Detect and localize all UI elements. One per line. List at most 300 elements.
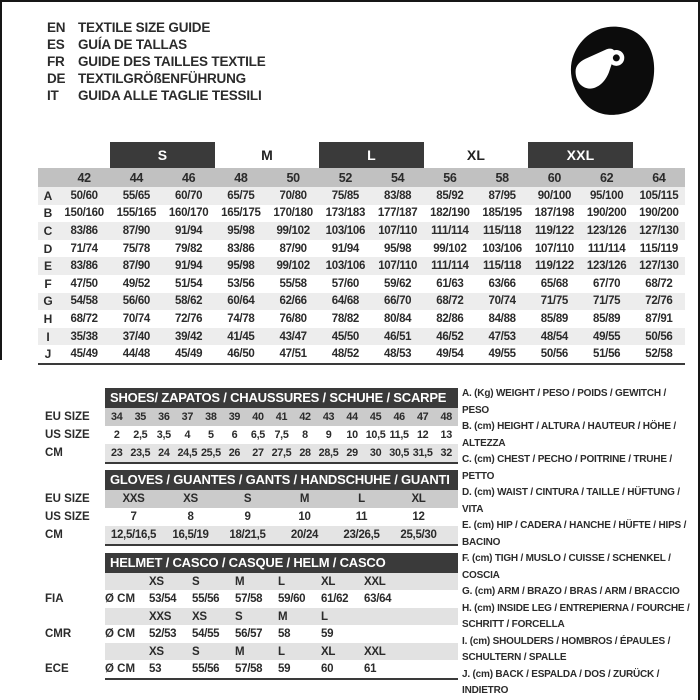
size-cell: 72/76 xyxy=(645,295,673,308)
helmet-size-cell: L xyxy=(278,575,285,588)
gloves-us-cell: 7 xyxy=(130,511,137,523)
page-left-border xyxy=(0,0,2,360)
shoes-eu-cell: 46 xyxy=(393,411,405,423)
size-cell: 87/91 xyxy=(645,312,673,325)
shoes-us-cell: 13 xyxy=(440,429,452,441)
language-row xyxy=(47,87,266,104)
shoes-cm-label: CM xyxy=(45,447,63,459)
size-cell: 75/85 xyxy=(331,189,360,202)
size-cell: 75/78 xyxy=(122,242,151,255)
size-cell: 63/66 xyxy=(488,277,516,290)
legend-item: C. (cm) CHEST / PECHO / POITRINE / TRUHE / PETTO xyxy=(462,454,672,482)
language-code: IT xyxy=(47,88,59,103)
gloves-eu-cell: XS xyxy=(183,493,198,505)
helmet-sizes xyxy=(145,576,403,588)
shoes-eu-cell: 39 xyxy=(228,411,241,423)
shoes-cm-cell: 27,5 xyxy=(271,447,292,459)
shoes-eu-row xyxy=(105,408,458,426)
size-cell: 177/187 xyxy=(377,207,418,220)
shoes-cm-cell: 30 xyxy=(369,447,382,459)
size-cell: 115/119 xyxy=(639,242,678,255)
size-cell: 95/98 xyxy=(227,224,255,237)
language-code: EN xyxy=(47,20,66,35)
shoes-us-cell: 5 xyxy=(208,429,214,441)
size-cell: 87/95 xyxy=(488,189,516,202)
size-cell: 37/40 xyxy=(122,330,151,343)
size-group-header xyxy=(38,142,685,168)
shoes-cm-cell: 23 xyxy=(111,447,123,459)
row-values xyxy=(58,295,685,307)
size-cell: 59/62 xyxy=(383,277,412,290)
helmet-size-cell: XXL xyxy=(364,645,386,658)
size-cell: 87/90 xyxy=(279,242,307,255)
size-cell: 182/190 xyxy=(430,207,470,220)
size-group-m: M xyxy=(261,147,273,163)
row-label: I xyxy=(46,329,50,344)
size-cell: 70/74 xyxy=(122,312,151,325)
shoes-us-cell: 2,5 xyxy=(133,429,148,441)
size-cell: 49/54 xyxy=(436,348,464,361)
helmet-values xyxy=(145,663,403,675)
shoes-us-cell: 7,5 xyxy=(274,429,289,441)
size-cell: 51/56 xyxy=(592,348,621,361)
gloves-cm-cell: 23/26,5 xyxy=(343,529,380,541)
shoes-us-cell: 8 xyxy=(302,429,308,441)
size-cell: 123/126 xyxy=(586,224,627,237)
table-row xyxy=(38,222,685,240)
size-cell: 64/68 xyxy=(331,295,360,308)
size-cell: 103/106 xyxy=(482,242,522,255)
helmet-size-cell: XS xyxy=(149,575,164,588)
size-cell: 185/195 xyxy=(482,207,522,220)
shoes-eu-cell: 45 xyxy=(369,411,382,423)
gloves-us-cell: 10 xyxy=(298,511,311,523)
gloves-eu-size-label: EU SIZE xyxy=(45,493,90,505)
diameter-cm-label: Ø CM xyxy=(105,593,136,605)
helmet-size-cell: XXS xyxy=(149,610,172,623)
size-cell: 60/70 xyxy=(174,189,203,202)
size-cell: 173/183 xyxy=(325,207,366,220)
size-cell: 150/160 xyxy=(64,207,104,220)
size-cell: 67/70 xyxy=(592,277,621,290)
size-cell: 71/75 xyxy=(540,295,569,308)
size-cell: 155/165 xyxy=(116,207,157,220)
size-cell: 115/118 xyxy=(483,224,522,237)
helmet-standard-group xyxy=(45,643,458,678)
legend-item: D. (cm) WAIST / CINTURA / TAILLE / HÜFTUNG / VITA xyxy=(462,487,680,515)
size-cell: 85/92 xyxy=(436,189,464,202)
gloves-eu-cell: S xyxy=(243,493,252,505)
gloves-eu-cell: XL xyxy=(411,493,426,505)
size-cell: 99/102 xyxy=(433,242,467,255)
helmet-value-cell: 57/58 xyxy=(235,593,263,605)
size-header-cell: 56 xyxy=(443,170,457,185)
gloves-eu-cell: L xyxy=(358,493,365,505)
shoes-cm-cell: 32 xyxy=(440,447,452,459)
row-label: H xyxy=(43,311,53,326)
helmet-value-cell: 54/55 xyxy=(192,628,220,640)
helmet-size-cell: XXL xyxy=(364,575,386,588)
gloves-eu-cell: M xyxy=(299,493,310,505)
helmet-value-cell: 61 xyxy=(364,663,377,675)
shoes-us-cell: 6,5 xyxy=(250,429,265,441)
numeric-size-header xyxy=(38,168,685,187)
size-cell: 46/50 xyxy=(227,348,255,361)
helmet-size-cell: L xyxy=(278,645,285,658)
helmet-value-cell: 55/56 xyxy=(192,663,220,675)
size-header-cell: 44 xyxy=(129,170,144,185)
table-row xyxy=(38,310,685,328)
size-cell: 76/80 xyxy=(279,312,307,325)
size-cell: 65/75 xyxy=(227,189,255,202)
row-label: C xyxy=(43,223,53,238)
size-header-cell: 46 xyxy=(181,170,196,185)
helmet-value-cell: 52/53 xyxy=(149,628,177,640)
row-values xyxy=(58,260,685,272)
size-cell: 46/51 xyxy=(383,330,412,343)
size-cell: 85/89 xyxy=(592,312,621,325)
guide-title: GUIDE DES TAILLES TEXTILE xyxy=(78,54,266,69)
table-row xyxy=(38,328,685,346)
shoes-eu-cell: 47 xyxy=(416,411,429,423)
shoes-eu-cell: 42 xyxy=(299,411,311,423)
size-cell: 60/64 xyxy=(227,295,255,308)
shoes-cm-cell: 27 xyxy=(252,447,264,459)
size-cell: 50/56 xyxy=(645,330,673,343)
row-label: E xyxy=(43,259,52,274)
guide-title: GUÍA DE TALLAS xyxy=(78,37,187,52)
language-code: FR xyxy=(47,54,65,69)
shoes-eu-cell: 41 xyxy=(275,411,288,423)
diameter-cm-label: Ø CM xyxy=(105,628,136,640)
gloves-us-size-label: US SIZE xyxy=(45,511,90,523)
size-cell: 46/52 xyxy=(436,330,464,343)
gloves-cm-cell: 16,5/19 xyxy=(172,529,209,541)
size-cell: 103/106 xyxy=(325,260,366,273)
helmet-values xyxy=(145,593,403,605)
helmet-value-cell: 59/60 xyxy=(278,593,306,605)
gloves-cm-label: CM xyxy=(45,529,63,541)
language-code: ES xyxy=(47,37,65,52)
size-cell: 190/200 xyxy=(639,207,679,220)
size-cell: 47/50 xyxy=(70,277,98,290)
size-header-cell: 42 xyxy=(77,170,91,185)
row-values xyxy=(58,278,685,290)
size-cell: 107/110 xyxy=(378,260,418,273)
row-label: B xyxy=(43,206,53,221)
shoes-us-cell: 11,5 xyxy=(389,429,409,441)
size-cell: 45/49 xyxy=(174,348,203,361)
size-cell: 107/110 xyxy=(378,224,418,237)
helmet-groups xyxy=(45,573,458,678)
size-cell: 35/38 xyxy=(70,330,98,343)
size-cell: 71/74 xyxy=(70,242,98,255)
row-values xyxy=(58,348,685,360)
size-cell: 107/110 xyxy=(534,242,574,255)
helmet-title: HELMET / CASCO / CASQUE / HELM / CASCO xyxy=(105,553,458,573)
shoes-eu-cell: 34 xyxy=(111,411,123,423)
helmet-size-cell: XL xyxy=(321,575,336,588)
size-cell: 43/47 xyxy=(279,330,307,343)
gloves-us-cell: 8 xyxy=(187,511,194,523)
size-cell: 160/170 xyxy=(168,207,209,220)
helmet-size-cell: S xyxy=(192,575,200,588)
row-values xyxy=(58,313,685,325)
shoes-cm-cell: 26 xyxy=(228,447,241,459)
gloves-us-cell: 12 xyxy=(412,511,425,523)
size-cell: 74/78 xyxy=(227,312,255,325)
shoes-us-cell: 10,5 xyxy=(365,429,386,441)
shoes-cm-cell: 24 xyxy=(158,447,170,459)
shoes-us-cell: 4 xyxy=(184,429,191,441)
size-cell: 55/58 xyxy=(279,277,307,290)
helmet-size-cell: M xyxy=(235,645,245,658)
size-cell: 45/50 xyxy=(331,330,360,343)
helmet-size-cell: L xyxy=(321,610,328,623)
shoes-title: SHOES/ ZAPATOS / CHAUSSURES / SCHUHE / SCARPE xyxy=(105,388,458,408)
size-cell: 48/54 xyxy=(540,330,569,343)
size-cell: 68/72 xyxy=(645,277,673,290)
helmet-value-row xyxy=(105,590,458,608)
size-cell: 85/89 xyxy=(540,312,569,325)
gloves-cm-cell: 25,5/30 xyxy=(400,529,437,541)
size-header-cell: 60 xyxy=(547,170,562,185)
gloves-cm-row xyxy=(105,526,458,544)
size-cell: 61/63 xyxy=(436,277,464,290)
helmet-value-row xyxy=(105,660,458,678)
size-cell: 45/49 xyxy=(70,348,98,361)
size-cell: 68/72 xyxy=(70,312,98,325)
size-header-cell: 62 xyxy=(599,170,614,185)
size-header-cell: 58 xyxy=(495,170,509,185)
legend-item: G. (cm) ARM / BRAZO / BRAS / ARM / BRACCIO xyxy=(462,586,680,597)
diameter-cm-label: Ø CM xyxy=(105,663,136,675)
size-cell: 83/86 xyxy=(70,224,98,237)
legend-item: F. (cm) TIGH / MUSLO / CUISSE / SCHENKEL / COSCIA xyxy=(462,553,671,581)
shoes-cm-cell: 31,5 xyxy=(412,447,433,459)
size-cell: 50/56 xyxy=(540,348,569,361)
size-cell: 103/106 xyxy=(325,224,366,237)
shoes-eu-cell: 36 xyxy=(158,411,170,423)
size-cell: 82/86 xyxy=(436,312,464,325)
helmet-size-cell: XS xyxy=(149,645,164,658)
shoes-eu-cell: 43 xyxy=(322,411,335,423)
helmet-standard-group xyxy=(45,608,458,643)
helmet-size-cell: M xyxy=(278,610,288,623)
helmet-size-cell: S xyxy=(235,610,243,623)
size-cell: 99/102 xyxy=(276,260,310,273)
gloves-title: GLOVES / GUANTES / GANTS / HANDSCHUHE / GUANTI xyxy=(105,470,458,490)
size-cell: 54/58 xyxy=(70,295,98,308)
helmet-value-row xyxy=(105,625,458,643)
shoes-us-cell: 6 xyxy=(231,429,238,441)
row-label: J xyxy=(44,347,52,362)
gloves-us-cell: 9 xyxy=(244,511,251,523)
size-cell: 51/54 xyxy=(174,277,203,290)
helmet-value-cell: 58 xyxy=(278,628,291,640)
shoes-us-size-label: US SIZE xyxy=(45,429,90,441)
size-cell: 83/86 xyxy=(227,242,255,255)
row-label: F xyxy=(44,276,52,291)
shoes-us-cell: 10 xyxy=(346,429,358,441)
gloves-eu-cell: XXS xyxy=(122,493,145,505)
table-row xyxy=(38,187,685,205)
size-cell: 68/72 xyxy=(436,295,464,308)
size-cell: 119/122 xyxy=(534,224,574,237)
size-header-cell: 48 xyxy=(234,170,248,185)
size-cell: 170/180 xyxy=(273,207,313,220)
size-cell: 187/198 xyxy=(534,207,575,220)
size-cell: 165/175 xyxy=(221,207,261,220)
shoes-us-row xyxy=(105,426,458,444)
shoes-cm-cell: 29 xyxy=(346,447,358,459)
size-cell: 84/88 xyxy=(488,312,516,325)
size-cell: 111/114 xyxy=(587,242,626,255)
size-cell: 50/60 xyxy=(70,189,98,202)
size-cell: 47/51 xyxy=(279,348,307,361)
shoes-cm-cell: 25,5 xyxy=(200,447,221,459)
helmet-sizes xyxy=(145,646,403,658)
legend-item: E. (cm) HIP / CADERA / HANCHE / HÜFTE / HIPS / BACINO xyxy=(462,520,687,548)
row-values xyxy=(58,207,685,219)
size-cell: 66/70 xyxy=(383,295,412,308)
language-row xyxy=(47,53,266,70)
size-cell: 105/115 xyxy=(639,189,679,202)
helmet-standard-label: FIA xyxy=(45,593,64,605)
helmet-value-cell: 59 xyxy=(278,663,291,675)
helmet-size-band xyxy=(105,608,458,625)
helmet-standard-label: ECE xyxy=(45,663,69,675)
size-cell: 91/94 xyxy=(331,242,360,255)
legend-item: H. (cm) INSIDE LEG / ENTREPIERNA / FOURCHE / SCHRITT / FORCELLA xyxy=(462,602,690,630)
legend-item: B. (cm) HEIGHT / ALTURA / HAUTEUR / HÖHE / ALTEZZA xyxy=(462,421,677,449)
size-cell: 71/75 xyxy=(592,295,621,308)
size-cell: 53/56 xyxy=(227,277,255,290)
shoes-cm-row xyxy=(105,444,458,462)
gloves-eu-row xyxy=(105,490,458,508)
size-cell: 90/100 xyxy=(537,189,572,202)
size-cell: 119/122 xyxy=(534,260,574,273)
shoes-cm-cell: 28 xyxy=(299,447,311,459)
shoes-eu-cell: 35 xyxy=(134,411,146,423)
size-cell: 41/45 xyxy=(227,330,255,343)
size-cell: 190/200 xyxy=(586,207,627,220)
size-cell: 115/118 xyxy=(483,260,522,273)
size-cell: 49/55 xyxy=(488,348,516,361)
size-cell: 87/90 xyxy=(122,260,151,273)
table-row xyxy=(38,257,685,275)
language-row xyxy=(47,70,266,87)
size-header-cell: 64 xyxy=(652,170,666,185)
shoes-us-cell: 2 xyxy=(113,429,120,441)
gloves-us-cell: 11 xyxy=(355,511,368,523)
row-values xyxy=(58,190,685,202)
size-cell: 91/94 xyxy=(174,224,203,237)
size-cell: 83/86 xyxy=(70,260,98,273)
table-row xyxy=(38,293,685,311)
helmet-sizes xyxy=(145,611,403,623)
numeric-sizes xyxy=(58,171,685,185)
shoes-us-cell: 12 xyxy=(416,429,429,441)
table-row xyxy=(38,240,685,258)
helmet-value-cell: 53 xyxy=(149,663,162,675)
gloves-table xyxy=(45,470,458,546)
size-group-xxl: XXL xyxy=(528,142,633,168)
helmet-values xyxy=(145,628,403,640)
size-group-xl: XL xyxy=(466,147,486,163)
shoes-cm-cell: 30,5 xyxy=(389,447,410,459)
size-header-cell: 50 xyxy=(286,170,300,185)
size-cell: 95/98 xyxy=(383,242,412,255)
language-row xyxy=(47,19,266,36)
shoes-eu-cell: 38 xyxy=(205,411,217,423)
measurement-legend xyxy=(462,386,693,700)
helmet-size-band xyxy=(105,643,458,660)
legend-item: A. (Kg) WEIGHT / PESO / POIDS / GEWITCH / PESO xyxy=(462,388,667,416)
helmet-value-cell: 60 xyxy=(321,663,334,675)
legend-item: I. (cm) SHOULDERS / HOMBROS / ÉPAULES / SCHULTERN / SPALLE xyxy=(462,635,671,663)
size-cell: 87/90 xyxy=(122,224,151,237)
helmet-size-cell: M xyxy=(235,575,245,588)
main-size-table xyxy=(38,142,685,365)
helmet-size-cell: S xyxy=(192,645,200,658)
row-label: A xyxy=(43,188,53,203)
helmet-standard-label: CMR xyxy=(45,628,72,640)
size-cell: 62/66 xyxy=(279,295,307,308)
shoes-cm-cell: 24,5 xyxy=(177,447,198,459)
size-cell: 49/55 xyxy=(592,330,621,343)
size-cell: 127/130 xyxy=(639,224,679,237)
size-cell: 49/52 xyxy=(122,277,151,290)
size-group-l: L xyxy=(319,142,424,168)
row-values xyxy=(58,225,685,237)
size-cell: 95/98 xyxy=(227,260,255,273)
language-code: DE xyxy=(47,71,66,86)
size-cell: 48/53 xyxy=(383,348,412,361)
size-cell: 52/58 xyxy=(645,348,673,361)
size-cell: 47/53 xyxy=(488,330,516,343)
table-row xyxy=(38,205,685,223)
table-row xyxy=(38,345,685,363)
helmet-size-cell: XS xyxy=(192,610,207,623)
shoes-eu-cell: 44 xyxy=(346,411,358,423)
gloves-us-row xyxy=(105,508,458,526)
size-cell: 99/102 xyxy=(276,224,310,237)
row-label: D xyxy=(43,241,53,256)
size-cell: 127/130 xyxy=(639,260,679,273)
language-list xyxy=(47,19,266,104)
helmet-value-cell: 63/64 xyxy=(364,593,392,605)
helmet-table xyxy=(45,553,458,680)
size-cell: 56/60 xyxy=(122,295,151,308)
size-cell: 39/42 xyxy=(174,330,203,343)
size-cell: 95/100 xyxy=(589,189,624,202)
shoes-eu-cell: 40 xyxy=(252,411,264,423)
shoes-cm-cell: 28,5 xyxy=(318,447,339,459)
shoes-table xyxy=(45,388,458,464)
size-cell: 111/114 xyxy=(431,260,469,273)
size-cell: 65/68 xyxy=(540,277,569,290)
size-cell: 57/60 xyxy=(331,277,360,290)
shoes-us-cell: 9 xyxy=(325,429,332,441)
gloves-cm-cell: 18/21,5 xyxy=(229,529,266,541)
size-cell: 70/80 xyxy=(279,189,307,202)
size-cell: 80/84 xyxy=(383,312,412,325)
language-row xyxy=(47,36,266,53)
helmet-value-cell: 53/54 xyxy=(149,593,177,605)
helmet-standard-group xyxy=(45,573,458,608)
row-label: G xyxy=(43,294,53,309)
